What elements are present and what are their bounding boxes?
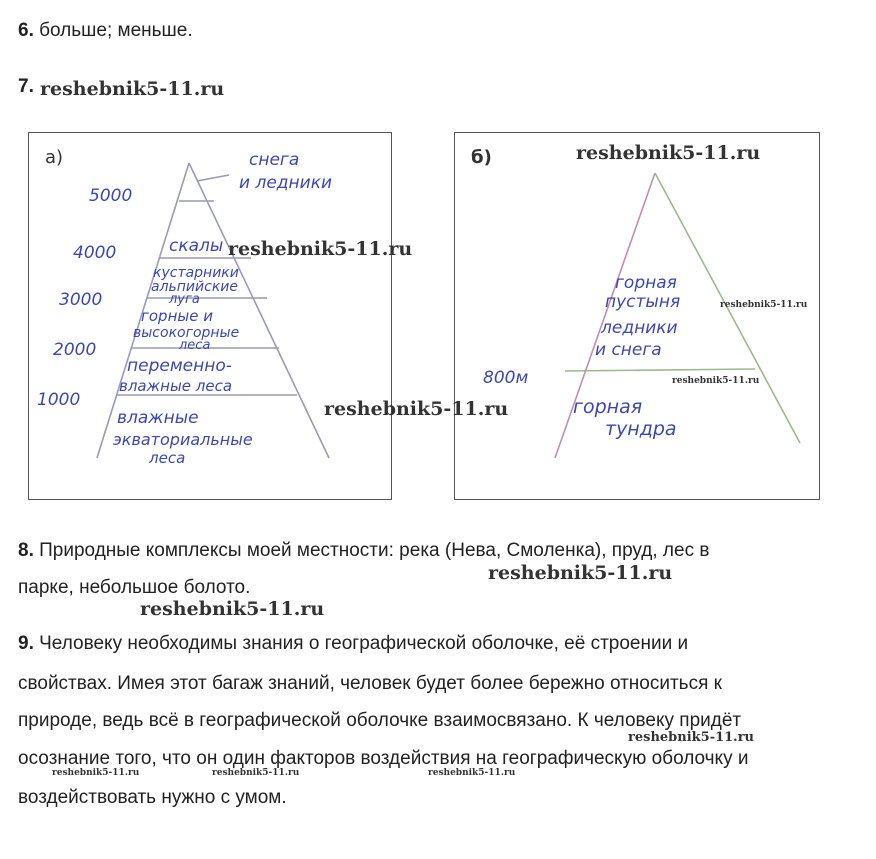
answer-7-number: 7.	[18, 76, 34, 97]
answer-6-text: больше; меньше.	[39, 20, 193, 41]
zone-desert-3: ледники	[601, 318, 678, 338]
answer-8-text-1: Природные комплексы моей местности: река (Нева, Смоленка), пруд, лес в	[39, 540, 710, 561]
zone-desert-2: пустыня	[605, 292, 681, 312]
zone-varwet-2: влажные леса	[119, 377, 233, 395]
watermark: reshebnik5-11.ru	[40, 78, 225, 100]
watermark: reshebnik5-11.ru	[324, 398, 509, 420]
watermark: reshebnik5-11.ru	[52, 768, 140, 778]
answer-9-line-4: осознание того, что он один факторов воздействия на географическую оболочку и	[18, 748, 749, 769]
altitude-1000: 1000	[37, 390, 81, 410]
answer-6	[18, 20, 193, 42]
answer-8-number: 8.	[18, 540, 34, 561]
watermark: reshebnik5-11.ru	[428, 768, 516, 778]
diagram-a-drawing	[29, 133, 391, 499]
zone-snow-2: и ледники	[239, 173, 333, 193]
answer-9-number: 9.	[18, 633, 34, 654]
zone-desert-4: и снега	[595, 340, 662, 360]
zone-equatorial-1: влажные	[117, 408, 199, 428]
zone-rocks: скалы	[169, 236, 224, 256]
zone-forest-2: высокогорные	[133, 325, 240, 341]
altitude-3000: 3000	[59, 290, 103, 310]
zone-snow-1: снега	[249, 150, 300, 170]
watermark: reshebnik5-11.ru	[576, 142, 761, 164]
zone-equatorial-2: экваториальные	[113, 430, 253, 449]
zone-varwet-1: переменно-	[127, 356, 232, 376]
watermark: reshebnik5-11.ru	[672, 376, 760, 386]
zone-equatorial-3: леса	[149, 449, 186, 467]
diagram-b-drawing	[455, 133, 819, 499]
zone-forest-1: горные и	[141, 307, 213, 325]
diagram-b-label: б)	[471, 147, 492, 168]
zone-tundra-1: горная	[573, 396, 643, 418]
answer-9-line-1	[18, 633, 688, 655]
watermark: reshebnik5-11.ru	[488, 562, 673, 584]
diagram-b	[454, 132, 820, 500]
diagram-a-label: а)	[45, 147, 64, 168]
watermark: reshebnik5-11.ru	[212, 768, 300, 778]
altitude-2000: 2000	[53, 340, 97, 360]
watermark: reshebnik5-11.ru	[720, 300, 808, 310]
altitude-5000: 5000	[89, 186, 133, 206]
watermark: reshebnik5-11.ru	[628, 730, 755, 745]
answer-9-line-2: свойствах. Имея этот багаж знаний, человек будет более бережно относиться к	[18, 673, 722, 694]
altitude-4000: 4000	[73, 243, 117, 263]
answer-8-line-1	[18, 540, 709, 562]
zone-shrubs-3: луга	[169, 292, 200, 307]
zone-tundra-2: тундра	[605, 418, 677, 440]
zone-desert-1: горная	[615, 273, 677, 293]
answer-9-line-5: воздействовать нужно с умом.	[18, 787, 287, 808]
answer-6-number: 6.	[18, 20, 34, 41]
watermark: reshebnik5-11.ru	[228, 238, 413, 260]
answer-9-line-3: природе, ведь всё в географической оболочке взаимосвязано. К человеку придёт	[18, 710, 742, 731]
zone-forest-3: леса	[179, 338, 211, 353]
zone-shrubs-2: альпийские	[151, 279, 238, 295]
answer-7	[18, 76, 34, 98]
diagram-a	[28, 132, 392, 500]
altitude-800m: 800м	[483, 368, 529, 388]
answer-8-line-2: парке, небольшое болото.	[18, 577, 251, 598]
watermark: reshebnik5-11.ru	[140, 598, 325, 620]
answer-9-text-1: Человеку необходимы знания о географической оболочке, её строении и	[39, 633, 689, 654]
zone-shrubs-1: кустарники	[153, 265, 239, 281]
